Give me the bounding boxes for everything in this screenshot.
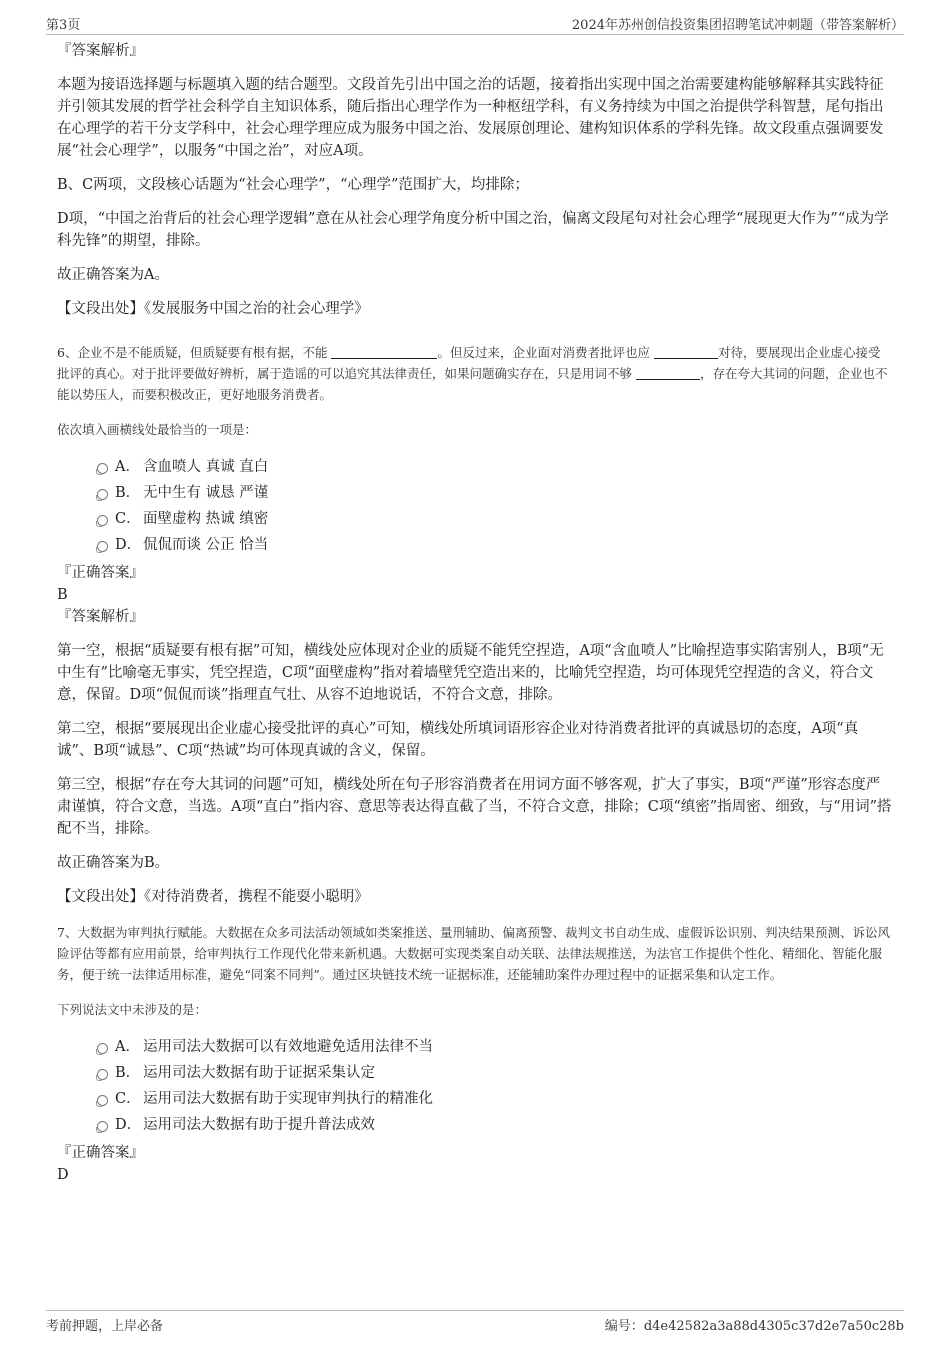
question-stem: 7、大数据为审判执行赋能。大数据在众多司法活动领域如类案推送、量刑辅助、偏离预警、裁判文书自动生成、虚假诉讼识别、判决结果预测、诉讼风险评估等都有应用前景，给审判执行工作现代化带来新机遇。大数据可实现类案自动关联、法律法规推送，为法官工作提供个性化、精细化、智能化服务，便于统一法律适用标准，避免“同案不同判”。通过区块链技术统一证据标准，还能辅助案件办理过程中的证据采集和认定工作。 xyxy=(57,925,890,982)
answer-conclusion: 故正确答案为A。 xyxy=(57,267,169,283)
radio-icon[interactable] xyxy=(97,1121,108,1132)
correct-answer: D xyxy=(57,1167,69,1183)
option-b[interactable]: B． 运用司法大数据有助于证据采集认定 xyxy=(57,1060,892,1086)
option-a[interactable]: A． 运用司法大数据可以有效地避免适用法律不当 xyxy=(57,1034,892,1060)
document-code: 编号：d4e42582a3a88d4305c37d2e7a50c28b xyxy=(604,1319,904,1334)
radio-icon[interactable] xyxy=(97,541,108,552)
radio-icon[interactable] xyxy=(97,489,108,500)
radio-icon[interactable] xyxy=(97,463,108,474)
option-b[interactable]: B． 无中生有 诚恳 严谨 xyxy=(57,480,892,506)
question-stem: 6、企业不是不能质疑，但质疑要有根有据，不能 。但反过来，企业面对消费者批评也应 对待，要展现出企业虚心接受批评的真心。对于批评要做好辨析，属于造谣的可以追究其法律责任，如果问题确实存在，只是用词不够 ，存在夸大其词的问题，企业也不能以势压人，而要积极改正，更好地服务消费者。 xyxy=(57,345,888,402)
footer-slogan: 考前押题，上岸必备 xyxy=(46,1319,164,1334)
analysis-paragraph: B、C两项，文段核心话题为“社会心理学”，“心理学”范围扩大，均排除； xyxy=(57,177,529,193)
answer-label: 『正确答案』 xyxy=(57,565,144,581)
radio-icon[interactable] xyxy=(97,515,108,526)
radio-icon[interactable] xyxy=(97,1095,108,1106)
fill-blank xyxy=(331,344,437,359)
analysis-paragraph: 第三空，根据“存在夸大其词的问题”可知，横线处所在句子形容消费者在用词方面不够客观，扩大了事实，B项“严谨”形容态度严肃谨慎，符合文意，当选。A项“直白”指内容、意思等表达得直截了当，不符合文意，排除；C项“缜密”指周密、细致，与“用词”搭配不当，排除。 xyxy=(57,777,892,837)
fill-blank xyxy=(636,365,700,380)
page-footer xyxy=(46,1310,904,1335)
answer-label: 『正确答案』 xyxy=(57,1145,144,1161)
source-citation: 【文段出处】《发展服务中国之治的社会心理学》 xyxy=(57,301,369,317)
radio-icon[interactable] xyxy=(97,1069,108,1080)
option-d[interactable]: D． 运用司法大数据有助于提升普法成效 xyxy=(57,1112,892,1138)
analysis-paragraph: 本题为接语选择题与标题填入题的结合题型。文段首先引出中国之治的话题，接着指出实现中国之治需要建构能够解释其实践特征并引领其发展的哲学社会科学自主知识体系，随后指出心理学作为一种枢纽学科，有义务持续为中国之治提供学科智慧，尾句指出在心理学的若干分支学科中，社会心理学理应成为服务中国之治、发展原创理论、建构知识体系的学科先锋。故文段重点强调要发展“社会心理学”，以服务“中国之治”，对应A项。 xyxy=(57,77,884,159)
page-content xyxy=(57,40,892,1186)
radio-icon[interactable] xyxy=(97,1043,108,1054)
fill-blank xyxy=(654,344,718,359)
analysis-paragraph: 第一空，根据“质疑要有根有据”可知，横线处应体现对企业的质疑不能凭空捏造，A项“含血喷人”比喻捏造事实陷害别人，B项“无中生有”比喻毫无事实，凭空捏造，C项“面壁虚构”指对着墙壁凭空造出来的，比喻凭空捏造，均可体现凭空捏造的含义，符合文意，保留。D项“侃侃而谈”指理直气壮、从容不迫地说话，不符合文意，排除。 xyxy=(57,643,884,703)
option-c[interactable]: C． 运用司法大数据有助于实现审判执行的精准化 xyxy=(57,1086,892,1112)
analysis-label: 『答案解析』 xyxy=(57,609,144,625)
option-a[interactable]: A． 含血喷人 真诚 直白 xyxy=(57,454,892,480)
page-header xyxy=(46,12,904,35)
analysis-label: 『答案解析』 xyxy=(57,43,144,59)
option-c[interactable]: C． 面壁虚构 热诚 缜密 xyxy=(57,506,892,532)
correct-answer: B xyxy=(57,587,68,603)
question-prompt: 下列说法文中未涉及的是： xyxy=(57,1002,208,1017)
source-citation: 【文段出处】《对待消费者，携程不能耍小聪明》 xyxy=(57,889,369,905)
answer-conclusion: 故正确答案为B。 xyxy=(57,855,170,871)
document-title: 2024年苏州创信投资集团招聘笔试冲刺题（带答案解析） xyxy=(571,18,904,33)
analysis-paragraph: 第二空，根据“要展现出企业虚心接受批评的真心”可知，横线处所填词语形容企业对待消费者批评的真诚恳切的态度，A项“真诚”、B项“诚恳”、C项“热诚”均可体现真诚的含义，保留。 xyxy=(57,721,859,759)
question-prompt: 依次填入画横线处最恰当的一项是： xyxy=(57,422,258,437)
page-number: 第3页 xyxy=(46,18,81,33)
analysis-paragraph: D项，“中国之治背后的社会心理学逻辑”意在从社会心理学角度分析中国之治，偏离文段尾句对社会心理学“展现更大作为”“成为学科先锋”的期望，排除。 xyxy=(57,211,889,249)
option-d[interactable]: D． 侃侃而谈 公正 恰当 xyxy=(57,532,892,558)
